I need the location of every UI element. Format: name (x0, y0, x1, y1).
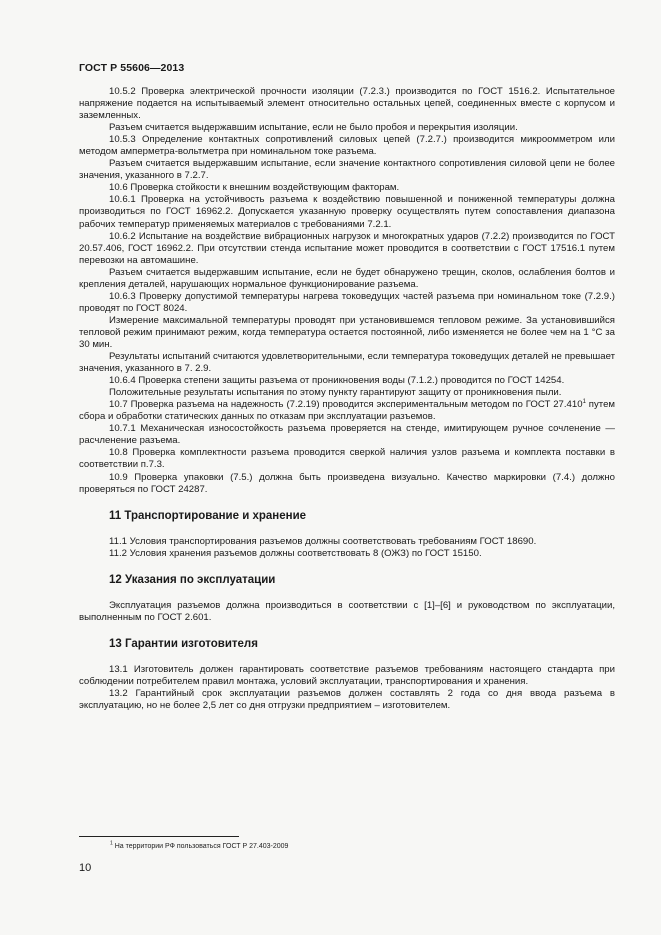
paragraph-text: путем сбора и обработки статических данных по отказам при эксплуатации разъемов. (79, 399, 616, 423)
paragraph: Положительные результаты испытания по этому пункту гарантируют защиту от проникновения пыли. (109, 387, 562, 399)
footnote (110, 840, 289, 850)
paragraph: 10.8 Проверка комплектности разъема проводится сверкой наличия узлов разъема и комплекта поставки в соответствии п.7.3. (79, 447, 615, 471)
footnote-divider (79, 836, 239, 837)
footnote-marker: 1 (110, 840, 113, 847)
paragraph: Эксплуатация разъемов должна производиться в соответствии с [1]–[6] и руководством по эксплуатации, выполненным по ГОСТ 2.601. (79, 599, 615, 623)
paragraph: Измерение максимальной температуры проводят при установившемся тепловом режиме. За установившийся тепловой режим принимают режим, когда температура остается постоянной, либо изменяется не более чем на 1 °С за 30 мин. (79, 314, 615, 350)
paragraph: 10.6.3 Проверку допустимой температуры нагрева токоведущих частей разъема при номинальном токе (7.2.9.) проводят по ГОСТ 8024. (79, 290, 615, 314)
paragraph: 13.2 Гарантийный срок эксплуатации разъемов должен составлять 2 года со дня ввода разъема в эксплуатацию, но не более 2,5 лет со дня отгрузки предприятием – изготовителем. (79, 688, 615, 712)
paragraph: 10.6.4 Проверка степени защиты разъема от проникновения воды (7.1.2.) проводится по ГОСТ 14254. (109, 375, 565, 387)
document-body (79, 86, 615, 712)
page-number: 10 (79, 862, 92, 874)
paragraph: Разъем считается выдержавшим испытание, если не было пробоя и перекрытия изоляции. (109, 122, 518, 134)
paragraph: 11.1 Условия транспортирования разъемов должны соответствовать требованиям ГОСТ 18690. (109, 535, 537, 547)
paragraph: 10.5.2 Проверка электрической прочности изоляции (7.2.3.) производится по ГОСТ 1516.2. Испытательное напряжение подается на испытываемый элемент относительно остальных цепей, соединенных вместе с корпусом и заземленных. (79, 86, 615, 122)
paragraph: 10.6 Проверка стойкости к внешним воздействующим факторам. (109, 182, 400, 194)
paragraph: Разъем считается выдержавшим испытание, если значение контактного сопротивления силовой цепи не более значения, указанного в 7.2.7. (79, 158, 615, 182)
footnote-reference[interactable]: 1 (582, 399, 586, 406)
paragraph: 10.5.3 Определение контактных сопротивлений силовых цепей (7.2.7.) производится микроомметром или методом амперметра-вольтметра при номинальном токе разъема. (79, 134, 615, 158)
paragraph: 11.2 Условия хранения разъемов должны соответствовать 8 (ОЖЗ) по ГОСТ 15150. (109, 547, 482, 559)
paragraph: Результаты испытаний считаются удовлетворительными, если температура токоведущих деталей не превышает значения, указанного в 7. 2.9. (79, 351, 615, 375)
footnote-text: На территории РФ пользоваться ГОСТ Р 27.403-2009 (112, 843, 289, 850)
section-title-11: 11 Транспортирование и хранение (109, 509, 307, 522)
paragraph: 10.9 Проверка упаковки (7.5.) должна быть произведена визуально. Качество маркировки (7.4.) должно проверяться по ГОСТ 24287. (79, 471, 615, 495)
paragraph: 10.6.1 Проверка на устойчивость разъема к воздействию повышенной и пониженной температуры должна производиться по ГОСТ 16962.2. Допускается указанную проверку осуществлять путем сопоставления диапазона рабочих температур применяемых материалов с требованиями 7.2.1. (79, 194, 615, 230)
paragraph-text: 10.7 Проверка разъема на надежность (7.2.19) проводится экспериментальным методом по ГОСТ 27.410 (109, 399, 583, 411)
paragraph: 13.1 Изготовитель должен гарантировать соответствие разъемов требованиям настоящего стандарта при соблюдении потребителем правил монтажа, условий эксплуатации, транспортирования и хранения. (79, 663, 615, 687)
section-title-12: 12 Указания по эксплуатации (109, 573, 276, 586)
paragraph: Разъем считается выдержавшим испытание, если не будет обнаружено трещин, сколов, ослабления болтов и крепления деталей, нарушающих нормальное функционирование разъема. (79, 266, 615, 290)
section-title-13: 13 Гарантии изготовителя (109, 637, 258, 650)
paragraph: 10.6.2 Испытание на воздействие вибрационных нагрузок и многократных ударов (7.2.2) производится по ГОСТ 20.57.406, ГОСТ 16962.2. При отсутствии стенда испытание может проводится в соответствии с ГОСТ 17516.1 путем перевозки на автомашине. (79, 230, 615, 266)
paragraph: 10.7.1 Механическая износостойкость разъема проверяется на стенде, имитирующем ручное сочленение — расчленение разъема. (79, 423, 615, 447)
paragraph-10-7 (79, 399, 615, 423)
document-header: ГОСТ Р 55606—2013 (79, 62, 185, 74)
